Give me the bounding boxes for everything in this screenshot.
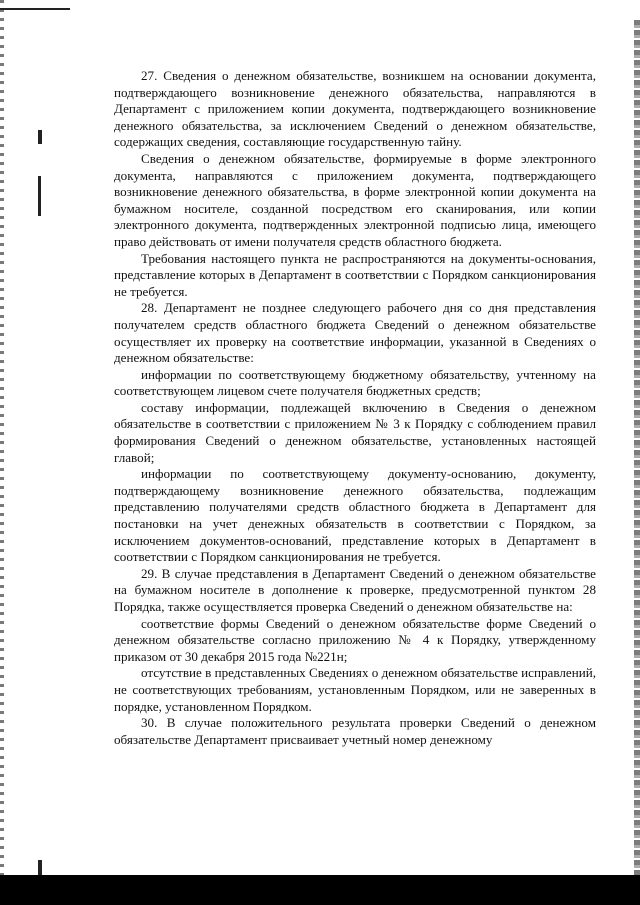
paragraph-29: 29. В случае представления в Департамент Сведений о денежном обязательстве на бумажном носителе в дополнение к проверке, предусмотренной пунктом 28 Порядка, также осуществляется проверка Сведений о денежном обязательстве на: xyxy=(114,565,596,614)
paragraph-29-item-2: отсутствие в представленных Сведениях о денежном обязательстве исправлений, не соответствующих требованиям, установленным Порядком, или не заверенных в порядке, установленном Порядком. xyxy=(114,665,596,714)
scan-bottom-bar xyxy=(0,875,640,905)
paragraph-27-electronic: Сведения о денежном обязательстве, формируемые в форме электронного документа, направляются с приложением документа, подтверждающего возникновение денежного обязательства, в форме электронной копии документа на бумажном носителе, созданной посредством его сканирования, или копии электронного документа, подтвержденных электронной подписью лица, имеющего право действовать от имени получателя средств областного бюджета. xyxy=(114,150,596,249)
paragraph-30: 30. В случае положительного результата проверки Сведений о денежном обязательстве Департамент присваивает учетный номер денежному xyxy=(114,715,596,747)
scan-right-edge xyxy=(634,20,640,875)
scan-top-mark xyxy=(0,8,70,10)
paragraph-28: 28. Департамент не позднее следующего рабочего дня со дня представления получателем средств областного бюджета Сведений о денежном обязательстве осуществляет их проверку на соответствие информации, указанной в Сведениях о денежном обязательстве: xyxy=(114,300,596,366)
scan-mark xyxy=(38,130,42,144)
paragraph-27-exception: Требования настоящего пункта не распространяются на документы-основания, представление которых в Департамент в соответствии с Порядком санкционирования не требуется. xyxy=(114,250,596,299)
scan-mark xyxy=(38,176,41,216)
paragraph-28-item-1: информации по соответствующему бюджетному обязательству, учтенному на соответствующем лицевом счете получателя бюджетных средств; xyxy=(114,366,596,399)
document-page xyxy=(114,68,596,748)
paragraph-29-item-1: соответствие формы Сведений о денежном обязательстве форме Сведений о денежном обязательстве согласно приложению № 4 к Порядку, утвержденному приказом от 30 декабря 2015 года №221н; xyxy=(114,615,596,664)
paragraph-28-item-2: составу информации, подлежащей включению в Сведения о денежном обязательстве в соответствии с приложением № 3 к Порядку с соблюдением правил формирования Сведений о денежном обязательстве, установленных настоящей главой; xyxy=(114,399,596,465)
paragraph-28-item-3: информации по соответствующему документу-основанию, документу, подтверждающему возникновение денежного обязательства, подлежащим представлению получателями средств областного бюджета в Департамент для постановки на учет денежных обязательств в соответствии с Порядком, за исключением документов-оснований, представление которых в Департамент в соответствии с Порядком санкционирования не требуется. xyxy=(114,466,596,565)
scan-left-edge xyxy=(0,0,4,905)
paragraph-27: 27. Сведения о денежном обязательстве, возникшем на основании документа, подтверждающего возникновение денежного обязательства, направляются в Департамент с приложением копии документа, подтверждающего возникновение денежного обязательства, за исключением Сведений о денежном обязательстве, содержащих сведения, составляющие государственную тайну. xyxy=(114,68,596,150)
